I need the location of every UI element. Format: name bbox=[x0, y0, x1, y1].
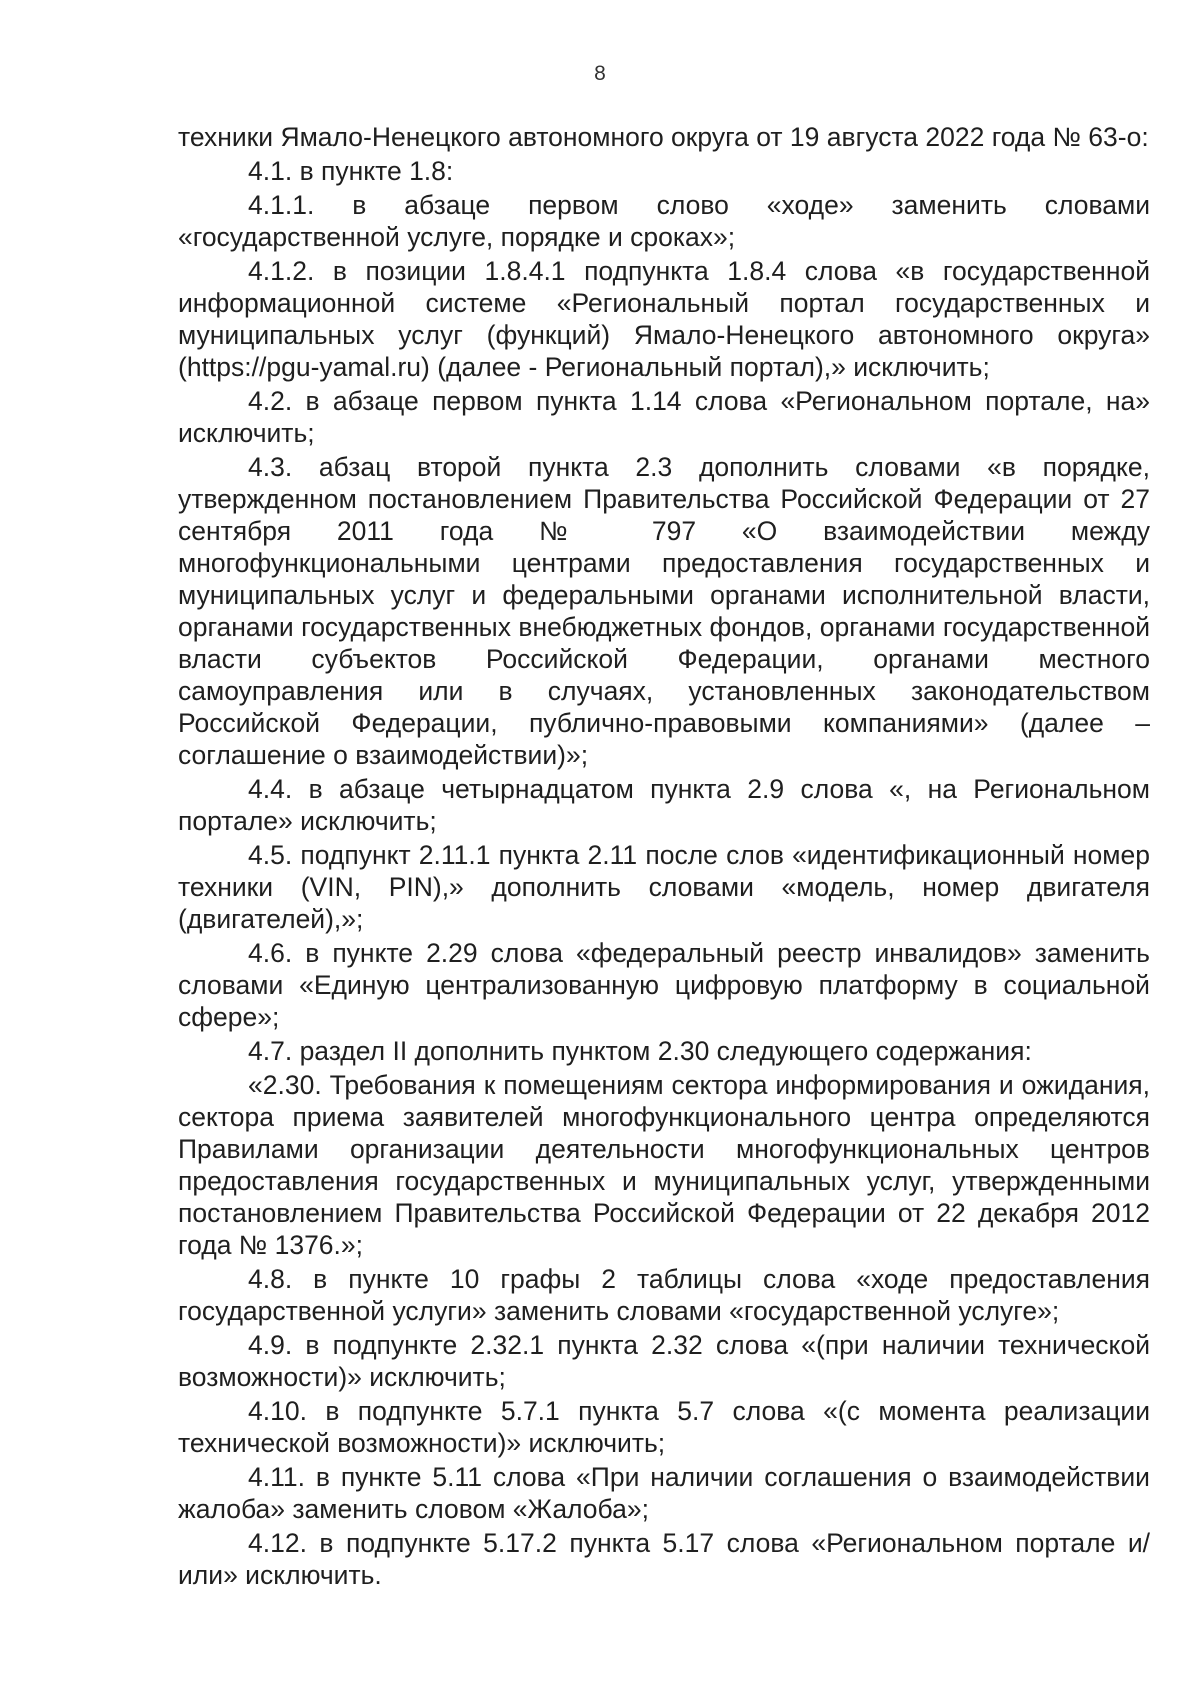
paragraph-4-3: 4.3. абзац второй пункта 2.3 дополнить словами «в порядке, утвержденном постановлением Правительства Российской Федерации от 27 сентября 2011 года № 797 «О взаимодействии между многофункциональными центрами предоставления государственных и муниципальных услуг и федеральными органами исполнительной власти, органами государственных внебюджетных фондов, органами государственной власти субъектов Российской Федерации, органами местного самоуправления или в случаях, установленных законодательством Российской Федерации, публично-правовыми компаниями» (далее – соглашение о взаимодействии)»; bbox=[178, 452, 1150, 770]
paragraph-4-1: 4.1. в пункте 1.8: bbox=[248, 156, 454, 186]
paragraph-4-2: 4.2. в абзаце первом пункта 1.14 слова «Региональном портале, на» исключить; bbox=[178, 386, 1150, 448]
paragraph-4-6: 4.6. в пункте 2.29 слова «федеральный реестр инвалидов» заменить словами «Единую централизованную цифровую платформу в социальной сфере»; bbox=[178, 938, 1150, 1032]
page-number: 8 bbox=[594, 62, 606, 85]
paragraph-4-11: 4.11. в пункте 5.11 слова «При наличии соглашения о взаимодействии жалоба» заменить словом «Жалоба»; bbox=[178, 1462, 1150, 1524]
paragraph-4-12: 4.12. в подпункте 5.17.2 пункта 5.17 слова «Региональном портале и/или» исключить. bbox=[178, 1528, 1150, 1590]
document-body bbox=[178, 121, 1150, 1593]
paragraph-4-7: 4.7. раздел II дополнить пунктом 2.30 следующего содержания: bbox=[248, 1036, 1032, 1066]
paragraph-continuation: техники Ямало-Ненецкого автономного округа от 19 августа 2022 года № 63-о: bbox=[178, 122, 1149, 152]
paragraph-4-10: 4.10. в подпункте 5.7.1 пункта 5.7 слова «(с момента реализации технической возможности)» исключить; bbox=[178, 1396, 1150, 1458]
paragraph-4-5: 4.5. подпункт 2.11.1 пункта 2.11 после слов «идентификационный номер техники (VIN, PIN),» дополнить словами «модель, номер двигателя (двигателей),»; bbox=[178, 840, 1150, 934]
paragraph-4-1-1: 4.1.1. в абзаце первом слово «ходе» заменить словами «государственной услуге, порядке и сроках»; bbox=[178, 190, 1150, 252]
paragraph-2-30-quote: «2.30. Требования к помещениям сектора информирования и ожидания, сектора приема заявителей многофункционального центра определяются Правилами организации деятельности многофункциональных центров предоставления государственных и муниципальных услуг, утвержденными постановлением Правительства Российской Федерации от 22 декабря 2012 года № 1376.»; bbox=[178, 1070, 1150, 1260]
paragraph-4-9: 4.9. в подпункте 2.32.1 пункта 2.32 слова «(при наличии технической возможности)» исключить; bbox=[178, 1330, 1150, 1392]
paragraph-4-4: 4.4. в абзаце четырнадцатом пункта 2.9 слова «, на Региональном портале» исключить; bbox=[178, 774, 1150, 836]
paragraph-4-1-2: 4.1.2. в позиции 1.8.4.1 подпункта 1.8.4 слова «в государственной информационной системе «Региональный портал государственных и муниципальных услуг (функций) Ямало-Ненецкого автономного округа» (https://pgu-yamal.ru) (далее - Региональный портал),» исключить; bbox=[178, 256, 1150, 382]
paragraph-4-8: 4.8. в пункте 10 графы 2 таблицы слова «ходе предоставления государственной услуги» заменить словами «государственной услуге»; bbox=[178, 1264, 1150, 1326]
